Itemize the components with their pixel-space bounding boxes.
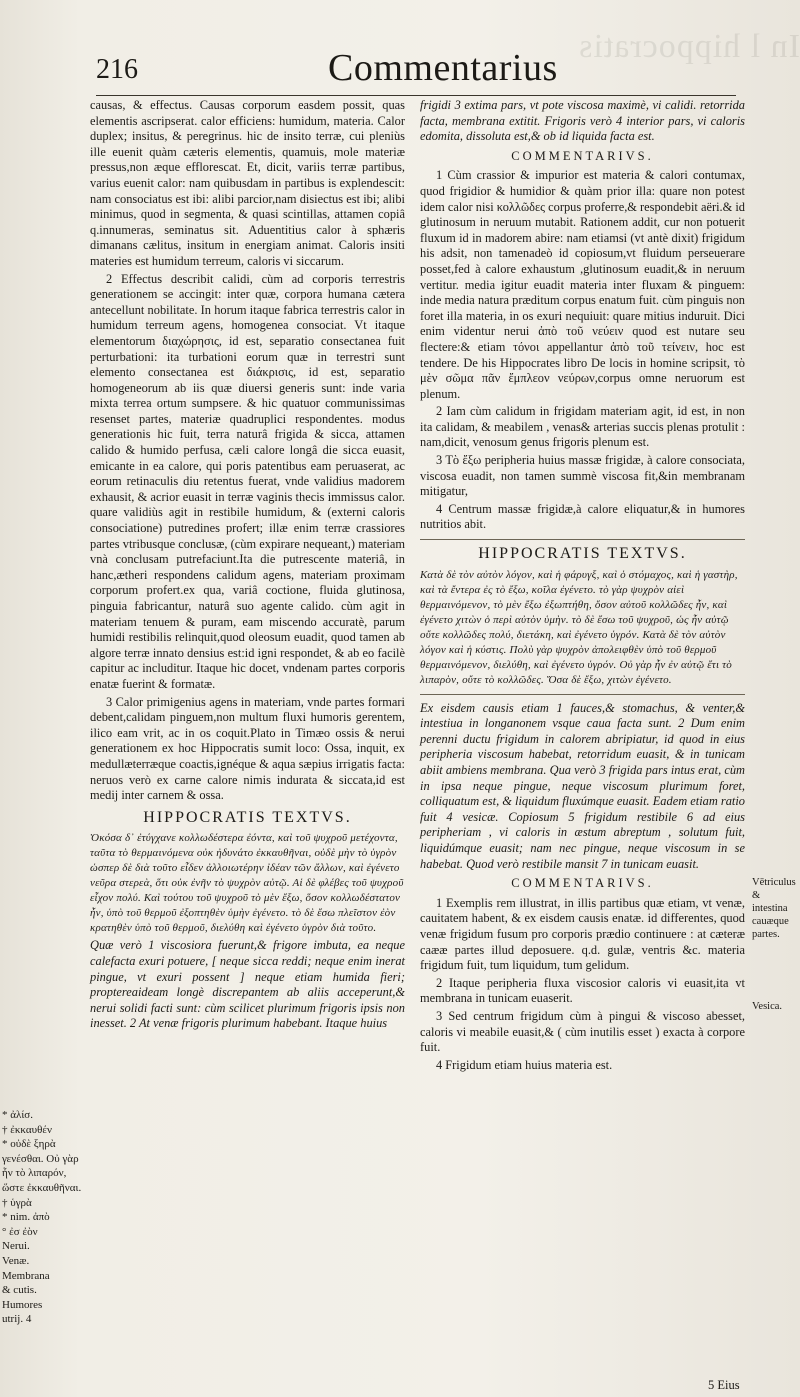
margin-note: * nim. ἀπὸ (2, 1211, 50, 1224)
margin-note: Humores (2, 1298, 43, 1311)
right-margin-note: Vētriculus & intestina cauæque partes. (752, 877, 796, 940)
greek-text: Ὁκόσα δ᾿ ἐτύγχανε κολλωδέστερα ἐόντα, καὶ τοῦ ψυχροῦ μετέχοντα, ταῦτα τὸ θερμαινόμενα οὐκ ἠδυνάτο ἐκκαυθῆναι, οὐδὲ μὴν τὸ ὑγρὸν ὡσπερ δὲ διὰ τοῦτο εἶδεν ἀλλοιωτέρην ἰδέαν τῶν ἄλλων, καὶ ἐγένετο νεῦρα στερεὰ, ὅτι οὐκ ἐνῆν τὸ ψυχρὸν αὐτῷ. Αἱ δὲ φλέβες τοῦ ψυχροῦ εἶχον πολύ. Καὶ τούτου τοῦ ψυχροῦ τὸ μὲν ἔξω, ὅσον κολλωδέστατον ἦν, ὑπὸ τοῦ θερμοῦ ἐξοπτηθὲν ὑμὴν ἐγένετο. τὸ δὲ ἔσω πλεῖστον ἐὸν κρατηθὲν ὑπὸ τοῦ θερμοῦ, διελύθη καὶ ἐγένετο ὑγρὸν διὰ τοῦτο. (90, 832, 404, 935)
running-title: Commentarius (328, 47, 558, 89)
paragraph: 3 Calor primigenius agens in materiam, vnde partes formari debent,calidam pinguem,non multum fluxi humoris gerentem, ilico eam vrit, ac in os coquit.Plato in Timæo ossis & nerui generationem ex hoc Hippocratis sumit loco: Ossa, inquit, ex medullæterræque coactis,ignéque & aqua sæpius irrigatis facta: neruos verò ex carne calore nimis indurata & siccata,id est medij inter carnem & ossa. (90, 694, 405, 803)
commentary-heading: COMMENTARIVS. (511, 148, 654, 163)
latin-translation: Ex eisdem causis etiam 1 fauces,& stomachus, & venter,& intestiua in longanonem vsque caua facta sunt. 2 Dum enim perenni ductu frigidum in calorem abripiatur, id quod in eius peripheria viscosum habebat, retorridum euasit, & in tunicam abiit ambiens membrana. Qua verò 3 frigida pars intus erat, cùm in ipsa neque pingue, neque viscosum plurimum foret, colliquatum est, & liquidum fluxúmque euasit. Eadem etiam ratio fuit 4 vesicæ. Copiosum 5 frigidum restibile 6 ad eius peripheriam , vi caloris in æstum abreptum , solutum fuit, liquidúmque euasit; nam nec pingue, neque viscosum in se habebat. Quod verò restibile mansit 7 in tunicam euasit. (420, 700, 745, 871)
left-margin-notes (2, 1108, 86, 1327)
margin-note: Nerui. (2, 1240, 30, 1253)
right-column (420, 98, 745, 1075)
commentary-heading: COMMENTARIVS. (511, 876, 654, 891)
translation-continued: frigidi 3 extima pars, vt pote viscosa maximè, vi calidi. retorrida facta, membrana extitit. Frigoris verò 4 interior pars, vi caloris edomita, dissoluta est,& ob id liquida facta est. (420, 98, 745, 144)
paragraph: 4 Frigidum etiam huius materia est. (436, 1057, 613, 1072)
paragraph: causas, & effectus. Causas corporum easdem possit, quas elementis ascripserat. calor efficiens: humidum, materia. Calor duplex; insitus, & peregrinus. hic de insito terræ, cui pleniùs ille euenit quàm cæteris elementis, quamuis, mole materiæ pressus,non æque efflorescat. Et, dicit, variis terræ partibus, varius euenit calor: nam quibusdam in partibus is explendescit: nam consociatus est ibi: alibi parcior,nam disiectus est ibi; alibi minimus, quod in segmenta, & quasi scintillas, attamen copiâ q.innumeras, seminatus sit. Aduentitius calor à sphæris dimanans cælitus, insitum in energiam animat. Caloris insiti materies est humidum terreum, caloris vi siccarum. (90, 98, 405, 268)
section-heading: HIPPOCRATIS TEXTVS. (143, 808, 352, 826)
margin-note: † ὑγρὰ (2, 1196, 32, 1209)
margin-note: * ἀλίσ. (2, 1109, 33, 1121)
header-rule (96, 95, 736, 96)
margin-note: * οὐδὲ ξηρὰ γενέσθαι. Οὐ γὰρ ἦν τὸ λιπαρόν, ὥστε ἐκκαυθῆναι. (2, 1138, 82, 1194)
latin-translation: Quæ verò 1 viscosiora fuerunt,& frigore imbuta, ea neque calefacta exuri potuere, [ neque sicca reddi; neque enim inerat pingue, vt exuri possent ] neque etiam humida fieri; proptereaideam longè discrepantem ab aliis acceperunt,& nerui solidi facti sunt: cùm scilicet plurimum frigoris ipsis non inesset. 2 At venæ frigoris plurimum habebant. Itaque huius (90, 938, 405, 1031)
divider (420, 539, 745, 540)
paragraph: 1 Exemplis rem illustrat, in illis partibus quæ etiam, vt venæ, cauitatem habent, & ex eisdem causis enatæ. id differentes, quod venæ frigidum fusum pro corporis prædio continuere : at cæteræ caææ partes illud deposuere. q.d. gulæ, ventris &c. materia frigidum fuit, tum liquidum, tum gelidum. (420, 895, 745, 973)
margin-note: & cutis. (2, 1284, 37, 1297)
page-header (96, 46, 736, 94)
section-heading: HIPPOCRATIS TEXTVS. (478, 545, 687, 563)
paragraph: 1 Cùm crassior & impurior est materia & calori contumax, quod frigidior & humidior & quàm prior illa: quare non potest idem calor nisi κολλῶδες corpus proferre,& respondebit aëri.& id glutinosum in neruum mutabit. Rationem addit, cur non potuerit fluxum id in madorem abire: nam etiamsi (vt antè dixit) frigidum his adsit, non tamenadeò id copiosum,vt fluidum perseuerare posset,fed à calore exhaustum ,glutinosum euadit,& in neruum vertitur. media igitur euadit materia inter fluxam & pinguem: inde media natura præditum corpus enatum fuit. cùm pinguis non foret illa materia, in os exuri nequiuit: quare mitius induruit. Dici enim videntur nerui ἀπὸ τοῦ νεύειν quod est nutare seu flectere:& etiam τόνοι appellantur ἀπὸ τοῦ τείνειν, hoc est tendere. De his Hippocrates libro De locis in homine scripsit, τὸ μὲν σῶμα πᾶν ἔμπλεον νεύρων,corpus omne neruorum est plenum. (420, 168, 745, 401)
page-number: 216 (96, 54, 138, 85)
paragraph: 2 Iam cùm calidum in frigidam materiam agit, id est, in non ita calidam, & meabilem , venas& arterias succis plenas protulit : nam,dicit, venosum genus frigoris plenum est. (420, 404, 745, 450)
margin-note: † ἐκκαυθέν (2, 1123, 52, 1136)
paragraph: 3 Sed centrum frigidum cùm à pingui & viscoso abesset, caloris vi meabile euasit,& ( cùm inutilis esset ) exacta à corpore fuit. (420, 1008, 745, 1055)
paragraph: 4 Centrum massæ frigidæ,à calore eliquatur,& in humores nutritios abit. (420, 501, 745, 532)
paragraph: 3 Τὸ ἔξω peripheria huius massæ frigidæ, à calore consociata, viscosa euadit, non tamen summè viscosa fit,&in membranam mitigatur, (420, 453, 745, 499)
margin-note: Membrana (2, 1269, 50, 1282)
catchword: 5 Eius (708, 1378, 740, 1392)
paragraph: 2 Effectus describit calidi, cùm ad corporis terrestris generationem se accingit: inter quæ, corpora humana cætera antecellunt nobilitate. In horum itaque fabrica terrestris calor in humidum terreum agens, homogenea consociat. Vt itaque elementorum διαχώρησις, id est, separatio consectanea fuit perturbationi: ita turbationi eorum quæ in terrestri sunt elemento consectanea est διάκρισις, id est, separatio homogeneorum ab iis quæ diuersi generis sunt: inde varia mixta terrea ortum sumpsere. & hic quatuor communissimas resenset partes, materiæ quadruplici respondentes. modus generationis hic fuit, terra naturâ frigida & sicca, attamen calido & humido perfusa, cæli calore longâ die sicca euasit, emicante in ea calore, qui poris patentibus eam peruaserat, ac eorum retinaculis diu retentus fuerat, vnde validius madorem exhausit, & acrior euasit in terræ vaginis thecis immissus calor. quare validiùs agit in restibile humidum, & (externi caloris consociatione) putredines profert; illæ enim terræ crassiores partes vtribusque conclusæ, (cùm expirare nequeant,) materiam vnà conclusam putrefaciunt.Ita die putrescente materiâ, in hanc,ætheri respondens calidum agens, materiam proximam corporum profert.ex qua, variâ coctione, fluida glutinosa, pinguia fabricantur, naturâ suo agente calido. cùm agit in materiam tenuem & puram, eam miscendo accuratè, parum humidi restibilis relinquit,quod oleosum euadit, quod tamen ab algore terræ innato densius est:id igni respondet, & ab eo facilè capitur ac includitur. Itaque hic docet, vndenam partes corporis enatæ fuerint & formatæ. (90, 271, 405, 691)
right-margin-note: Vesica. (752, 1001, 783, 1012)
divider (420, 694, 745, 695)
margin-note: Venæ. (2, 1254, 30, 1267)
margin-note: utrij. 4 (2, 1313, 32, 1326)
bleed-through-text: In l hippocratis (578, 28, 800, 65)
margin-note: ° ἐσ ἐὸν (2, 1225, 38, 1238)
left-column (90, 98, 405, 1034)
paragraph: 2 Itaque peripheria fluxa viscosior caloris vi euasit,ita vt membrana in tunicam euaserit. (420, 975, 745, 1006)
greek-text: Κατὰ δὲ τὸν αὐτὸν λόγον, καὶ ἡ φάρυγξ, καὶ ὁ στόμαχος, καὶ ἡ γαστὴρ, καὶ τὰ ἔντερα ἐς τὸ ἔξω, κοῖλα ἐγένετο. τὸ γὰρ ψυχρὸν αἰεὶ θερμαινόμενον, τὸ μὲν ἔξω ἐξωπτήθη, ὅσον αὐτοῦ κολλῶδες ἦν, καὶ ἐγένετο χιτὼν ὁ περὶ αὐτὸν ὑμὴν. τὸ δὲ ἔσω τοῦ ψυχροῦ, ὡς ἦν αὐτῷ οὔτε κολλῶδες πολύ, διετάκη, καὶ ἐγένετο ὑγρόν. Κατὰ δὲ τὸν αὐτὸν λόγον καὶ ἡ κύστις. Πολὺ γὰρ ψυχρὸν ἀπολειφθὲν ὑπὸ τοῦ θερμοῦ θερμαινόμενον, διελύθη, καὶ ἐγένετο ὑγρόν. Οὐ γὰρ ἦν ἐν αὐτῷ ἔτι τὸ λιπαρὸν, οὔτε τὸ κολλῶδες. Ὅσα δὲ ἔξω, χιτὼν ἐγένετο. (420, 568, 738, 686)
